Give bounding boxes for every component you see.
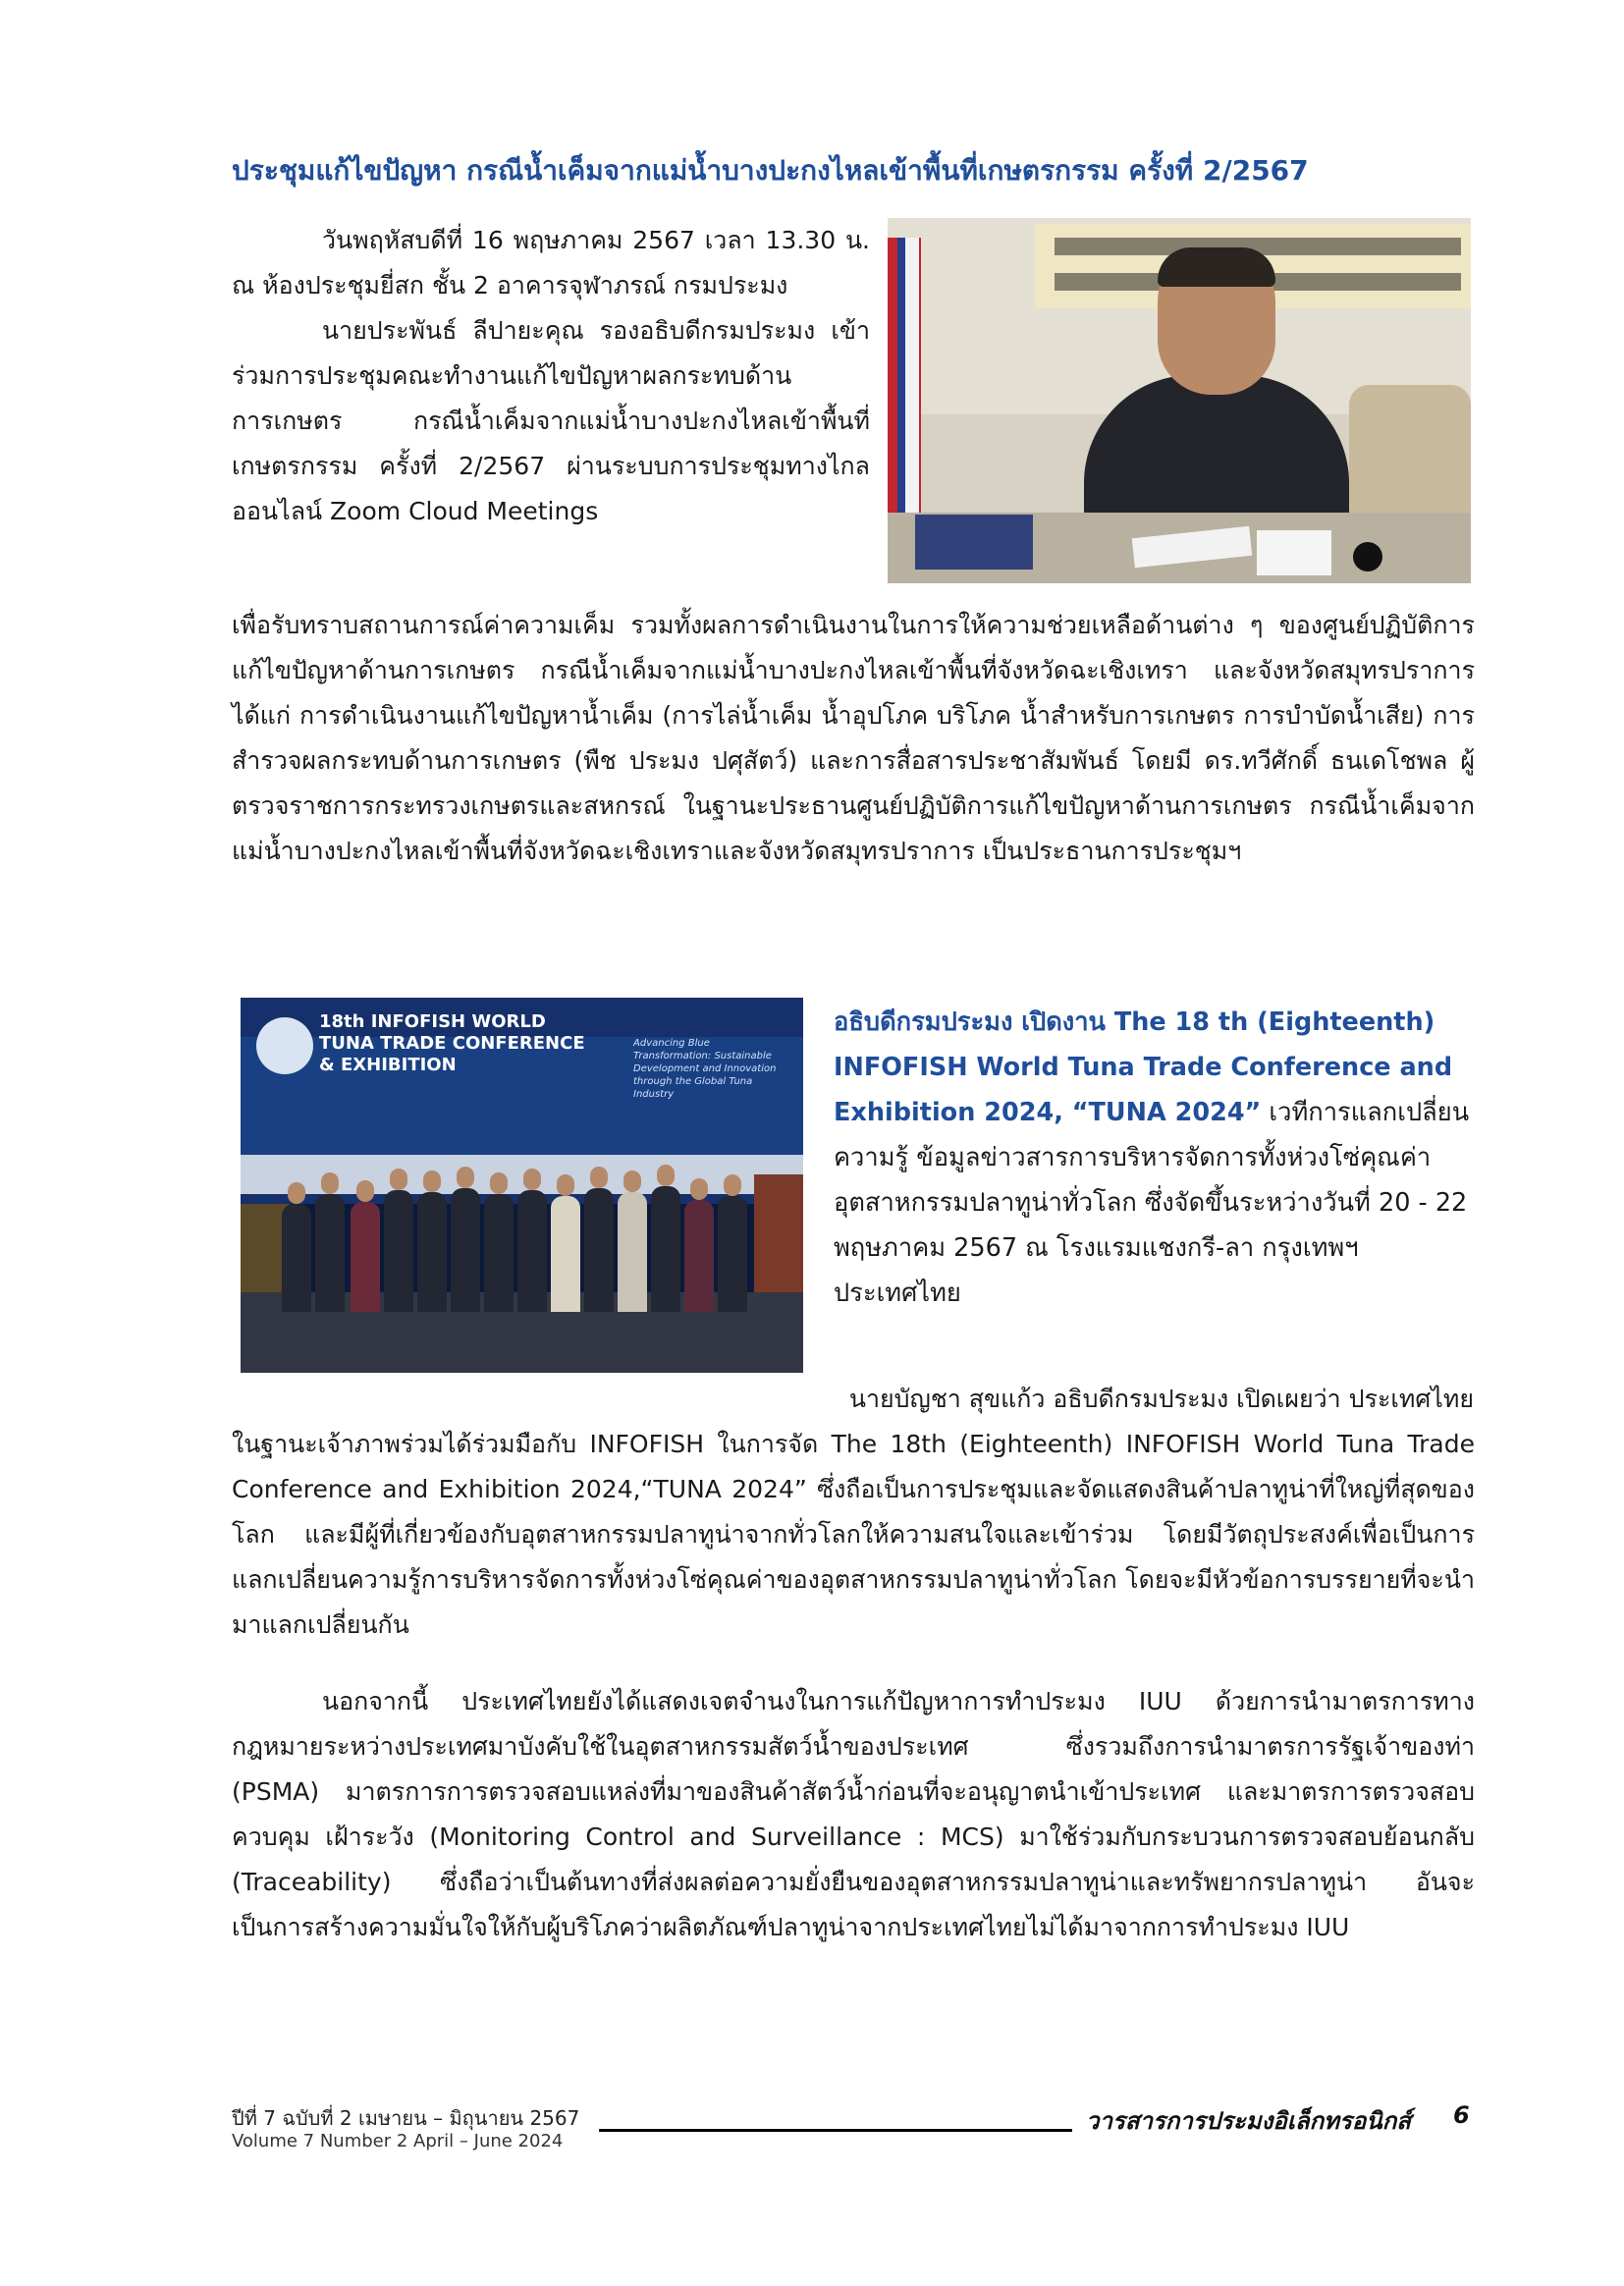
page-number: 6 bbox=[1453, 2101, 1470, 2129]
article2-heading bbox=[834, 1000, 1474, 1316]
article2-continuation: ในฐานะเจ้าภาพร่วมได้ร่วมมือกับ INFOFISH ในการจัด The 18th (Eighteenth) INFOFISH World Tuna Trade Conference and Exhibition 2024,“TUNA 2024” ซึ่งถือเป็นการประชุมและจัดแสดงสินค้าปลาทูน่าที่ใหญ่ที่สุดของโลก และมีผู้ที่เกี่ยวข้องกับอุตสาหกรรมปลาทูน่าจากทั่วโลกให้ความสนใจและเข้าร่วม โดยมีวัตถุประสงค์เพื่อเป็นการแลกเปลี่ยนความรู้การบริหารจัดการทั้งห่วงโซ่คุณค่าของอุตสาหกรรมปลาทูน่าทั่วโลก โดยจะมีหัวข้อการบรรยายที่จะนำมาแลกเปลี่ยนกัน bbox=[232, 1430, 1475, 1639]
footer-divider bbox=[599, 2129, 1072, 2132]
conference-banner-title: 18th INFOFISH WORLD TUNA TRADE CONFERENCE & EXHIBITION bbox=[319, 1011, 585, 1075]
footer-issue-thai: ปีที่ 7 ฉบับที่ 2 เมษายน – มิถุนายน 2567 bbox=[232, 2106, 580, 2130]
article1-title: ประชุมแก้ไขปัญหา กรณีน้ำเค็มจากแม่น้ำบางปะกงไหลเข้าพื้นที่เกษตรกรรม ครั้งที่ 2/2567 bbox=[232, 154, 1309, 187]
footer-journal-name: วารสารการประมงอิเล็กทรอนิกส์ bbox=[1086, 2107, 1411, 2135]
article1-lead-p1: วันพฤหัสบดีที่ 16 พฤษภาคม 2567 เวลา 13.30 น. ณ ห้องประชุมยี่สก ชั้น 2 อาคารจุฬาภรณ์ กรมประมง bbox=[232, 226, 870, 299]
article1-lead-p2: นายประพันธ์ ลีปายะคุณ รองอธิบดีกรมประมง เข้าร่วมการประชุมคณะทำงานแก้ไขปัญหาผลกระทบด้านการเกษตร กรณีน้ำเค็มจากแม่น้ำบางปะกงไหลเข้าพื้นที่เกษตรกรรม ครั้งที่ 2/2567 ผ่านระบบการประชุมทางไกลออนไลน์ Zoom Cloud Meetings bbox=[232, 316, 870, 525]
article2-para2-text: นอกจากนี้ ประเทศไทยยังได้แสดงเจตจำนงในการแก้ปัญหาการทำประมง IUU ด้วยการนำมาตรการทางกฎหมายระหว่างประเทศมาบังคับใช้ในอุตสาหกรรมสัตว์น้ำของประเทศ ซึ่งรวมถึงการนำมาตรการรัฐเจ้าของท่า (PSMA) มาตรการการตรวจสอบแหล่งที่มาของสินค้าสัตว์น้ำก่อนที่จะอนุญาตนำเข้าประเทศ และมาตรการตรวจสอบ ควบคุม เฝ้าระวัง (Monitoring Control and Surveillance : MCS) มาใช้ร่วมกับกระบวนการตรวจสอบย้อนกลับ (Traceability) ซึ่งถือว่าเป็นต้นทางที่ส่งผลต่อความยั่งยืนของอุตสาหกรรมปลาทูน่าและทรัพยากรปลาทูน่า อันจะเป็นการสร้างความมั่นใจให้กับผู้บริโภคว่าผลิตภัณฑ์ปลาทูน่าจากประเทศไทยไม่ได้มาจากการทำประมง IUU bbox=[232, 1687, 1475, 1941]
article2-body bbox=[232, 1422, 1475, 1648]
conference-banner-tagline: Advancing Blue Transformation: Sustainable Development and Innovation through the Global Tuna Industry bbox=[633, 1038, 777, 1100]
footer-issue-english: Volume 7 Number 2 April – June 2024 bbox=[232, 2131, 564, 2151]
article2-paragraph2 bbox=[232, 1679, 1475, 1950]
article2-lead bbox=[834, 1377, 1474, 1422]
nameplate bbox=[915, 515, 1033, 570]
article2-title-rest: เวทีการแลกเปลี่ยนความรู้ ข้อมูลข่าวสารการบริหารจัดการทั้งห่วงโซ่คุณค่าอุตสาหกรรมปลาทูน่าทั่วโลก ซึ่งจัดขึ้นระหว่างวันที่ 20 - 22 พฤษภาคม 2567 ณ โรงแรมแชงกรี-ลา กรุงเทพฯ ประเทศไทย bbox=[834, 1098, 1470, 1308]
article2-lead-text: นายบัญชา สุขแก้ว อธิบดีกรมประมง เปิดเผยว่า ประเทศไทย bbox=[848, 1385, 1474, 1413]
article1-continuation: เพื่อรับทราบสถานการณ์ค่าความเค็ม รวมทั้งผลการดำเนินงานในการให้ความช่วยเหลือด้านต่าง ๆ ของศูนย์ปฏิบัติการแก้ไขปัญหาด้านการเกษตร กรณีน้ำเค็มจากแม่น้ำบางปะกงไหลเข้าพื้นที่จังหวัดฉะเชิงเทรา และจังหวัดสมุทรปราการ ได้แก่ การดำเนินงานแก้ไขปัญหาน้ำเค็ม (การไล่น้ำเค็ม น้ำอุปโภค บริโภค น้ำสำหรับการเกษตร การบำบัดน้ำเสีย) การสำรวจผลกระทบด้านการเกษตร (พืช ประมง ปศุสัตว์) และการสื่อสารประชาสัมพันธ์ โดยมี ดร.ทวีศักดิ์ ธนเดโชพล ผู้ตรวจราชการกระทรวงเกษตรและสหกรณ์ ในฐานะประธานศูนย์ปฏิบัติการแก้ไขปัญหาด้านการเกษตร กรณีน้ำเค็มจากแม่น้ำบางปะกงไหลเข้าพื้นที่จังหวัดฉะเชิงเทราและจังหวัดสมุทรปราการ เป็นประธานการประชุมฯ bbox=[232, 611, 1475, 865]
article1-lead bbox=[232, 218, 870, 534]
globe-logo-icon bbox=[256, 1017, 313, 1074]
conference-photo bbox=[241, 998, 803, 1373]
meeting-photo bbox=[888, 218, 1471, 583]
microphone-icon bbox=[1353, 542, 1382, 572]
article2-title: อธิบดีกรมประมง เปิดงาน The 18 th (Eighteenth) INFOFISH World Tuna Trade Conference and Exhibition 2024, “TUNA 2024” bbox=[834, 1007, 1453, 1127]
group-of-delegates bbox=[276, 1145, 767, 1312]
article1-body bbox=[232, 603, 1475, 874]
